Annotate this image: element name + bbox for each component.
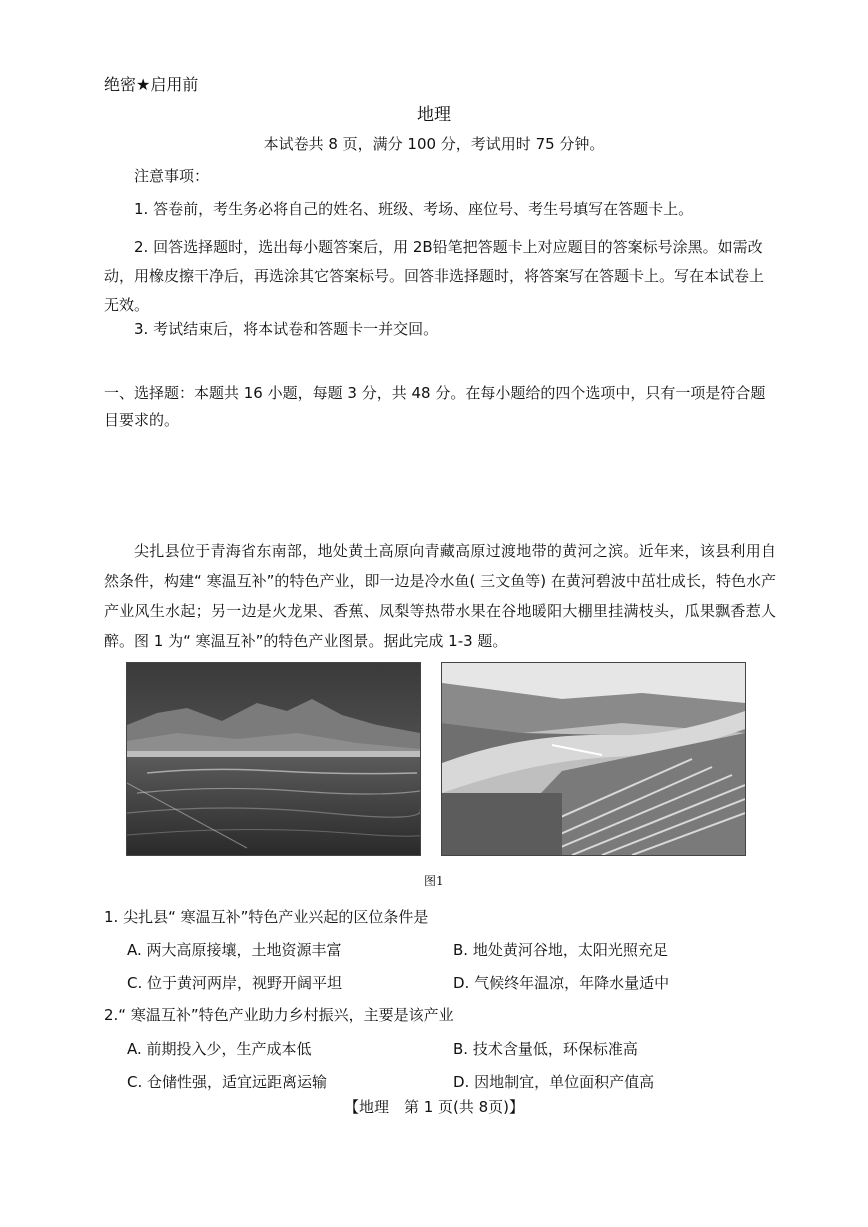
page-footer: 【地理 第 1 页(共 8页)】 (343, 1098, 525, 1116)
notice-item-1: 1. 答卷前，考生务必将自己的姓名、班级、考场、座位号、考生号填写在答题卡上。 (134, 200, 694, 218)
notice-heading: 注意事项： (134, 167, 210, 185)
q2-option-d: D. 因地制宜，单位面积产值高 (453, 1073, 655, 1091)
secret-mark: 绝密★启用前 (104, 75, 199, 94)
notice-item-2: 2. 回答选择题时，选出每小题答案后，用 2B铅笔把答题卡上对应题目的答案标号涂黑。如需改动，用橡皮擦干净后，再选涂其它答案标号。回答非选择题时，将答案写在答题卡上。写在本试卷上无效。 (104, 238, 765, 314)
page-title: 地理 (417, 105, 451, 125)
notice-item-3: 3. 考试结束后，将本试卷和答题卡一并交回。 (134, 320, 439, 338)
question-2-stem: 2.“ 寒温互补”特色产业助力乡村振兴，主要是该产业 (104, 1006, 454, 1024)
exam-info: 本试卷共 8 页，满分 100 分，考试用时 75 分钟。 (263, 135, 605, 153)
section-title: 一、选择题：本题共 16 小题，每题 3 分，共 48 分。在每小题给的四个选项中，只有一项是符合题目要求的。 (104, 384, 766, 429)
photo-fish-farm (126, 662, 421, 856)
q2-option-c: C. 仓储性强，适宜远距离运输 (127, 1073, 328, 1091)
q1-option-a: A. 两大高原接壤，土地资源丰富 (127, 941, 342, 959)
question-1-stem: 1. 尖扎县“ 寒温互补”特色产业兴起的区位条件是 (104, 908, 429, 926)
q2-option-b: B. 技术含量低，环保标准高 (453, 1040, 638, 1058)
photo-greenhouses-river (441, 662, 746, 856)
q1-option-c: C. 位于黄河两岸，视野开阔平坦 (127, 974, 343, 992)
passage-text: 尖扎县位于青海省东南部，地处黄土高原向青藏高原过渡地带的黄河之滨。近年来，该县利用自然条件，构建“ 寒温互补”的特色产业，即一边是冷水鱼( 三文鱼等) 在黄河碧波中茁壮成长，特色水产产业风生水起；另一边是火龙果、香蕉、凤梨等热带水果在谷地暖阳大棚里挂满枝头，瓜果飘香惹人醉。图 1 为“ 寒温互补”的特色产业图景。据此完成 1-3 题。 (104, 542, 776, 650)
q2-option-a: A. 前期投入少，生产成本低 (127, 1040, 312, 1058)
q1-option-b: B. 地处黄河谷地，太阳光照充足 (453, 941, 668, 959)
q1-option-d: D. 气候终年温凉，年降水量适中 (453, 974, 670, 992)
figure-caption: 图1 (424, 874, 444, 888)
